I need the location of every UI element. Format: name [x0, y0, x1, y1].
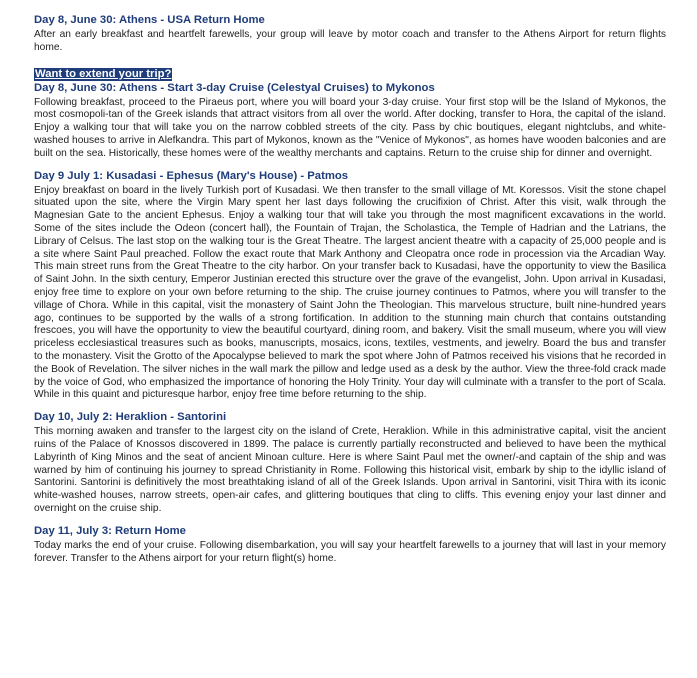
day-description: Following breakfast, proceed to the Piraeus port, where you will board your 3-day cruise. Your first stop will be the Island of Mykonos, the most cosmopoli-tan of the Greek islands that attract visitors from all over the world. After docking, transfer to Hora, the capital of the island. Enjoy a walking tour that will take you on the narrow cobbled streets of the city. Pass by chic boutiques, elegant nightclubs, and white-washed houses to arrive in Alefkandra. This part of Mykonos, known as the "Venice of Mykonos", as homes have wooden balconies and are built on the sea. Historically, these homes were of the wealthy merchants and captains. Return to the cruise ship for dinner and overnight.: [34, 96, 666, 159]
day-heading: Day 10, July 2: Heraklion - Santorini: [34, 411, 227, 424]
extend-trip-link[interactable]: Want to extend your trip?: [35, 67, 172, 80]
day-heading: Day 11, July 3: Return Home: [34, 524, 186, 537]
day-description: After an early breakfast and heartfelt farewells, your group will leave by motor coach and transfer to the Athens Airport for return flights home.: [34, 29, 666, 53]
day-section-athens-return: [34, 14, 666, 55]
day-section-return-home: [34, 525, 666, 566]
day-description: This morning awaken and transfer to the largest city on the island of Crete, Heraklion. While in this administrative capital, visit the ancient ruins of the Palace of Knossos discovered in 1899. The palace is currently partially reconstructed and believed to have been the mythical Labyrinth of King Minos and the seat of ancient Minoan culture. Here is where Saint Paul met the owner/-and captain of the ship and was warned by him of continuing his journey to spread Christianity in Rome. Following this historical visit, embark by ship to the idyllic island of Santorini. Santorini is definitively the most breathtaking island of all of the Greek Islands. Upon arrival in Santorini, visit Thira with its iconic white-washed houses, narrow streets, open-air cafes, and glittering boutiques that cling to cliffs. This evening enjoy your last dinner and overnight on the cruise ship.: [34, 426, 666, 514]
extend-trip-wrapper: [34, 64, 697, 82]
day-section-mykonos-cruise: [34, 82, 666, 161]
day-description: Today marks the end of your cruise. Following disembarkation, you will say your heartfelt farewells to a journey that will last in your memory forever. Transfer to the Athens airport for your return flight(s) home.: [34, 539, 666, 564]
day-heading: Day 9 July 1: Kusadasi - Ephesus (Mary's House) - Patmos: [34, 169, 349, 182]
day-heading: Day 8, June 30: Athens - USA Return Home: [34, 14, 265, 26]
day-heading: Day 8, June 30: Athens - Start 3-day Cruise (Celestyal Cruises) to Mykonos: [34, 81, 435, 94]
day-section-heraklion-santorini: [34, 411, 666, 516]
day-section-kusadasi-patmos: [34, 170, 666, 403]
day-description: Enjoy breakfast on board in the lively Turkish port of Kusadasi. We then transfer to the small village of Mt. Koressos. Visit the stone chapel situated upon the site, where the Virgin Mary spent her last days following the crucifixion of Christ. After this visit, walk through the Magnesian Gate to the ancient Ephesus. Enjoy a walking tour that will take you through the most magnificent excavations in the world. Some of the sites include the Odeon (concert hall), the Fountain of Trajan, the Scholastica, the Temple of Hadrian and the Latrians, the Library of Celsus. The last stop on the walking tour is the Great Theatre. The largest ancient theatre with a capacity of 25,000 people and is a site where Saint Paul preached. Follow the exact route that Mark Anthony and Cleopatra once rode in procession via the Arcadian Way. This main street runs from the Great Theatre to the city harbor. On your transfer back to Kusadasi, have the opportunity to view the Basilica of Saint John. In the sixth century, Emperor Justinian erected this structure over the grave of the evangelist, John. Upon arrival in Kusadasi, enjoy free time to explore on your own before returning to the ship. The cruise journey continues to Patmos, where you will transfer to the village of Chora. While in this capital, visit the monastery of Saint John the Theologian. This marvelous structure, built nine-hundred years ago, continues to be supported by the walls of a strong fortification. In addition to the stunning main church that contains outstanding frescoes, you will have the opportunity to view the beautiful courtyard, dining room, and bakery. Visit the small museum, where you will view priceless ecclesiastical treasures such as books, manuscripts, mosaics, icons, textiles, vestments, and jewelry. Board the bus and transfer to the monastery. Visit the Grotto of the Apocalypse believed to mark the spot where John of Patmos received his visions that he recorded in the Book of Revelation. The silver niches in the wall mark the pillow and ledge used as a desk by the author. View the three-fold crack made by the voice of God, who emphasized the importance of honoring the Holy Trinity. Your day will culminate with a transfer to the port of Scala. While in this quaint and picturesque harbor, enjoy free time before returning to the ship.: [34, 184, 666, 401]
